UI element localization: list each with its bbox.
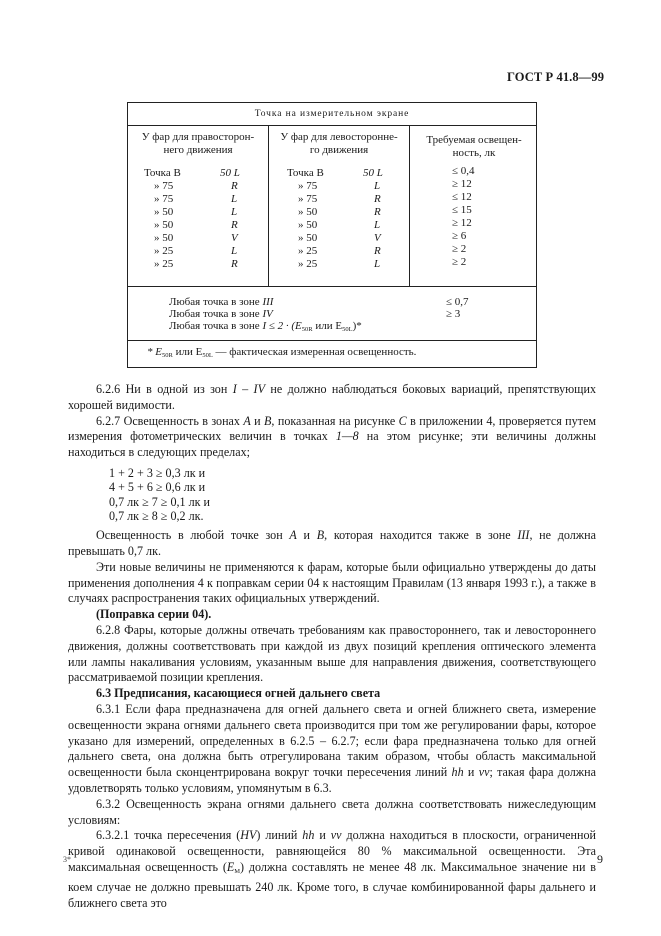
point-label: » 25: [298, 245, 318, 257]
subscript: M: [234, 867, 241, 875]
text: должна находиться в плоскости, ограниченной кривой одинаковой освещенности, равняющейся 80 % максимальной освещенности. Эта максимальная освещенность (: [68, 828, 597, 874]
amendment-note: (Поправка серии 04).: [96, 607, 212, 622]
italic-text: C: [398, 413, 407, 428]
italic-text: III: [517, 528, 530, 543]
required-value: ≤ 12: [452, 191, 472, 203]
zone-row: [169, 308, 273, 320]
zone-value: ≤ 0,7: [446, 296, 469, 308]
zone-value: ≥ 3: [446, 308, 461, 320]
point-value: L: [374, 258, 381, 270]
paragraph-6-3-1: [68, 702, 596, 797]
point-label: » 50: [154, 219, 174, 231]
text: , не должна превышать 0,7 лк.: [68, 528, 596, 558]
point-value: R: [231, 180, 238, 192]
point-value: 50 L: [220, 167, 240, 179]
point-value: V: [374, 232, 381, 244]
point-value: 50 L: [363, 167, 383, 179]
point-value: L: [231, 206, 238, 218]
page-number: 9: [597, 852, 603, 866]
text: и: [296, 528, 317, 543]
required-value: ≥ 2: [452, 243, 467, 255]
point-value: L: [374, 180, 381, 192]
text: ; такая фара должна удовлетворять только условиям, упомянутым в 6.3.: [68, 765, 596, 795]
italic-text: hh: [451, 765, 464, 780]
required-value: ≥ 12: [452, 217, 472, 229]
section-heading-6-3: 6.3 Предписания, касающиеся огней дальнего света: [96, 686, 381, 701]
required-value: ≤ 15: [452, 204, 472, 216]
point-label: » 50: [298, 219, 318, 231]
point-label: » 75: [298, 193, 318, 205]
column-header-line: него движения: [163, 144, 233, 156]
column-header-line: ность, лк: [452, 147, 496, 159]
point-label: Точка B: [287, 167, 324, 179]
text: на этом рисунке; эти величины должны находиться в следующих пределах;: [68, 429, 596, 460]
zone-text: Любая точка в зоне: [169, 320, 263, 332]
zone-row: [169, 320, 362, 336]
paragraph-zone-iii: [68, 528, 596, 560]
point-value: V: [231, 232, 238, 244]
point-value: R: [374, 245, 381, 257]
point-value: L: [374, 219, 381, 231]
italic-text: HV: [240, 828, 257, 843]
text: , которая находится также в зоне: [324, 528, 518, 543]
table-title: Точка на измерительном экране: [128, 103, 536, 126]
point-label: » 25: [298, 258, 318, 270]
point-label: » 75: [154, 180, 174, 192]
text: и: [250, 413, 265, 428]
text: в приложении 4, проверяется путем измерения фотометрических величин в точках: [68, 413, 596, 444]
signature-mark: 3*: [63, 855, 71, 864]
subscript: 50L: [342, 326, 353, 333]
italic-text: hh: [302, 828, 315, 843]
point-value: R: [231, 219, 238, 231]
table-footnote-divider: [128, 340, 536, 341]
point-value: R: [231, 258, 238, 270]
point-label: » 25: [154, 258, 174, 270]
zone-label: IV: [262, 308, 273, 320]
zone-row: [169, 296, 273, 308]
paragraph-6-2-7: [68, 414, 596, 461]
italic-text: vv: [330, 828, 342, 843]
paragraph-6-2-8: 6.2.8 Фары, которые должны отвечать требованиям как правостороннего, так и левостороннего движения, должны соответствовать при каждой из двух позиций крепления оптического элемента или лампы накаливания условиям, указанным выше для направления движения, соответствующего рассматриваемой позиции крепления.: [68, 622, 596, 685]
required-value: ≤ 0,4: [452, 165, 475, 177]
text: 6.3.2.1 точка пересечения (: [96, 828, 241, 843]
subscript: 50L: [202, 352, 213, 359]
point-value: R: [374, 193, 381, 205]
column-header-line: го движения: [309, 144, 369, 156]
point-label: » 50: [154, 232, 174, 244]
footnote-star: * E: [147, 346, 162, 358]
italic-text: vv: [478, 765, 490, 780]
paragraph-new-values: Эти новые величины не применяются к фарам, которые были официально утверждены до даты применения дополнения 4 к поправкам серии 04 к настоящим Правилам (13 января 1993 г.), а также в случаях распространения таких официальных утверждений.: [68, 559, 596, 606]
italic-text: A: [243, 413, 251, 428]
point-label: » 75: [154, 193, 174, 205]
point-label: » 50: [298, 232, 318, 244]
point-label: » 50: [298, 206, 318, 218]
formula-line: 0,7 лк ≥ 8 ≥ 0,2 лк.: [109, 508, 204, 523]
zone-label: III: [262, 296, 274, 308]
required-value: ≥ 2: [452, 256, 467, 268]
zone-text: Любая точка в зоне: [169, 296, 263, 308]
text: и: [463, 765, 479, 780]
formula-line: 1 + 2 + 3 ≥ 0,3 лк и: [109, 465, 206, 480]
text: ) линий: [256, 828, 303, 843]
column-header-left-traffic: [269, 131, 409, 157]
column-header-line: У фар для правосторон-: [141, 131, 255, 143]
italic-text: 1—8: [335, 429, 359, 444]
point-value: R: [374, 206, 381, 218]
italic-text: I – IV: [232, 382, 265, 396]
zone-text: )*: [352, 320, 362, 332]
document-id-header: ГОСТ Р 41.8—99: [507, 70, 605, 84]
paragraph-6-2-6: [68, 382, 596, 414]
text: 6.3.1 Если фара предназначена для огней дальнего света и огней ближнего света, измерение освещенности экрана огнями дальнего света производится при том же регулировании фары, которое указано для измерений, определенных в 6.2.5 – 6.2.7; если фара предназначена только для огней дальнего света, она должна быть отрегулирована таким образом, чтобы область максимальной освещенности была сконцентрирована вокруг точки пересечения линий: [68, 701, 596, 780]
point-label: » 75: [298, 180, 318, 192]
point-value: L: [231, 193, 238, 205]
document-body: [68, 382, 596, 911]
column-header-required: [410, 134, 538, 160]
zone-text: или E: [312, 320, 343, 332]
table-section-divider: [128, 286, 536, 287]
zone-label: I ≤ 2 · (E: [262, 320, 302, 332]
column-header-line: Требуемая освещен-: [426, 134, 522, 146]
subscript: 50R: [161, 352, 173, 359]
italic-text: A: [289, 528, 297, 543]
point-value: L: [231, 245, 238, 257]
text: 6.2.6 Ни в одной из зон: [96, 382, 233, 396]
point-label: » 25: [154, 245, 174, 257]
subscript: 50R: [301, 326, 313, 333]
text: и: [314, 828, 331, 843]
italic-text: E: [226, 859, 235, 874]
italic-text: B: [264, 413, 272, 428]
text: 6.2.7 Освещенность в зонах: [96, 413, 244, 428]
illumination-table: [127, 102, 537, 368]
required-value: ≥ 6: [452, 230, 467, 242]
footnote-text: или E: [172, 346, 203, 358]
formula-line: 0,7 лк ≥ 7 ≥ 0,1 лк и: [109, 494, 211, 509]
footnote-text: — фактическая измеренная освещенность.: [212, 346, 417, 358]
point-label: » 50: [154, 206, 174, 218]
text: не должно наблюдаться боковых вариаций, препятствующих хорошей видимости.: [68, 382, 597, 412]
text: Освещенность в любой точке зон: [96, 528, 290, 543]
formula-line: 4 + 5 + 6 ≥ 0,6 лк и: [109, 480, 206, 495]
text: ) должна составлять не менее 48 лк. Максимальное значение ни в коем случае не должно превышать 240 лк. Кроме того, в случае комбинированной фары дальнего и ближнего света это: [68, 859, 596, 910]
zone-text: Любая точка в зоне: [169, 308, 263, 320]
column-header-line: У фар для левосторонне-: [280, 131, 398, 143]
column-header-right-traffic: [128, 131, 268, 157]
table-footnote: [147, 346, 416, 359]
text: , показанная на рисунке: [271, 413, 399, 428]
required-value: ≥ 12: [452, 178, 472, 190]
italic-text: B: [316, 528, 325, 543]
paragraph-6-3-2: 6.3.2 Освещенность экрана огнями дальнего света должна соответствовать нижеследующим условиям:: [68, 796, 596, 827]
paragraph-6-3-2-1: [68, 828, 596, 911]
point-label: Точка B: [144, 167, 181, 179]
